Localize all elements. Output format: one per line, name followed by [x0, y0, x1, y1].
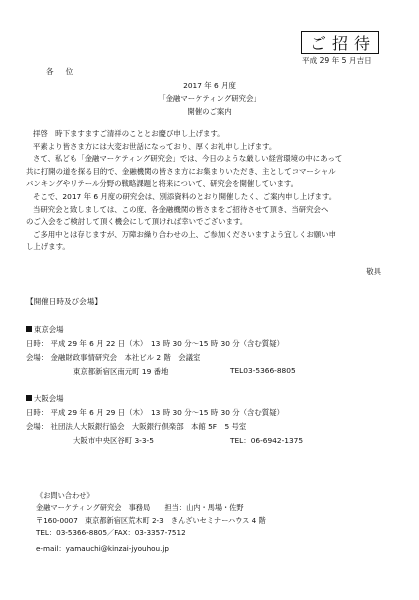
- tokyo-venue: 会場： 金融財政事情研究会 本社ビル 2 階 会議室: [26, 353, 201, 362]
- osaka-address: 大阪市中央区谷町 3-3-5: [73, 436, 154, 445]
- square-bullet-icon: [26, 395, 32, 401]
- body-line: そこで、2017 年 6 月度の研究会は、別添資料のとおり開催したく、ご案内申し上げます。: [33, 191, 337, 201]
- title-name: 「金融マーケティング研究会」: [158, 94, 261, 103]
- body-line: 拝啓 時下ますますご清祥のこととお慶び申し上げます。: [33, 129, 225, 138]
- osaka-venue: 会場： 社団法人大阪銀行協会 大阪銀行倶楽部 本館 5F 5 号室: [26, 422, 247, 431]
- tokyo-heading: 東京会場: [26, 324, 64, 335]
- osaka-datetime: 日時： 平成 29 年 6 月 29 日（木） 13 時 30 分～15 時 30 分（含む質疑）: [26, 408, 284, 417]
- title-month: 2017 年 6 月度: [183, 81, 236, 90]
- body-line: 当研究会と致しましては、この度、各金融機関の皆さまをご招待させて頂き、当研究会へ: [33, 204, 329, 214]
- osaka-heading: 大阪会場: [26, 393, 64, 404]
- closing-word: 敬具: [366, 267, 381, 276]
- letter-body: [26, 128, 386, 254]
- tokyo-datetime: 日時： 平成 29 年 6 月 22 日（木） 13 時 30 分～15 時 30 分（含む質疑）: [26, 339, 284, 348]
- body-line: ご多用中とは存じますが、万障お繰り合わせの上、ご参加くださいますよう宜しくお願い申: [33, 229, 337, 239]
- body-line: 共に打開の道を探る目的で、金融機関の皆さま方にお集まりいただき、主としてコマーシャル: [26, 166, 336, 176]
- body-line: バンキングやリテール分野の戦略課題と将来について、研究会を開催しています。: [26, 179, 299, 189]
- body-line: さて、私ども「金融マーケティング研究会」では、今日のような厳しい経営環境の中にあって: [33, 154, 343, 164]
- body-line: し上げます。: [26, 242, 70, 252]
- issue-date: 平成 29 年 5 月吉日: [302, 56, 372, 65]
- body-line: 平素より皆さま方には大変お世話になっており、厚くお礼申し上げます。: [33, 141, 277, 151]
- invitation-stamp: ご招待: [301, 31, 379, 54]
- section-title: 【開催日時及び会場】: [26, 297, 102, 306]
- contact-heading: 《お問い合わせ》: [36, 491, 94, 500]
- contact-org: 金融マーケティング研究会 事務局 担当：山内・馬場・佐野: [36, 503, 244, 513]
- title-subtitle: 開催のご案内: [187, 107, 232, 116]
- square-bullet-icon: [26, 326, 32, 332]
- contact-block: [36, 490, 266, 555]
- body-line: のご入会をご検討して頂く機会にして頂ければ幸いでございます。: [26, 217, 248, 227]
- tokyo-tel: TEL03-5366-8805: [230, 366, 296, 375]
- contact-email: e-mail：yamauchi@kinzai-jyouhou.jp: [36, 544, 169, 554]
- osaka-tel: TEL：06-6942-1375: [230, 436, 304, 445]
- addressee: 各位: [46, 67, 86, 76]
- tokyo-address: 東京都新宿区南元町 19 番地: [73, 367, 169, 376]
- contact-tel-fax: TEL：03-5366-8805／FAX：03-3357-7512: [36, 527, 186, 537]
- contact-address: 〒160-0007 東京都新宿区荒木町 2-3 きんざいセミナーハウス 4 階: [36, 515, 266, 525]
